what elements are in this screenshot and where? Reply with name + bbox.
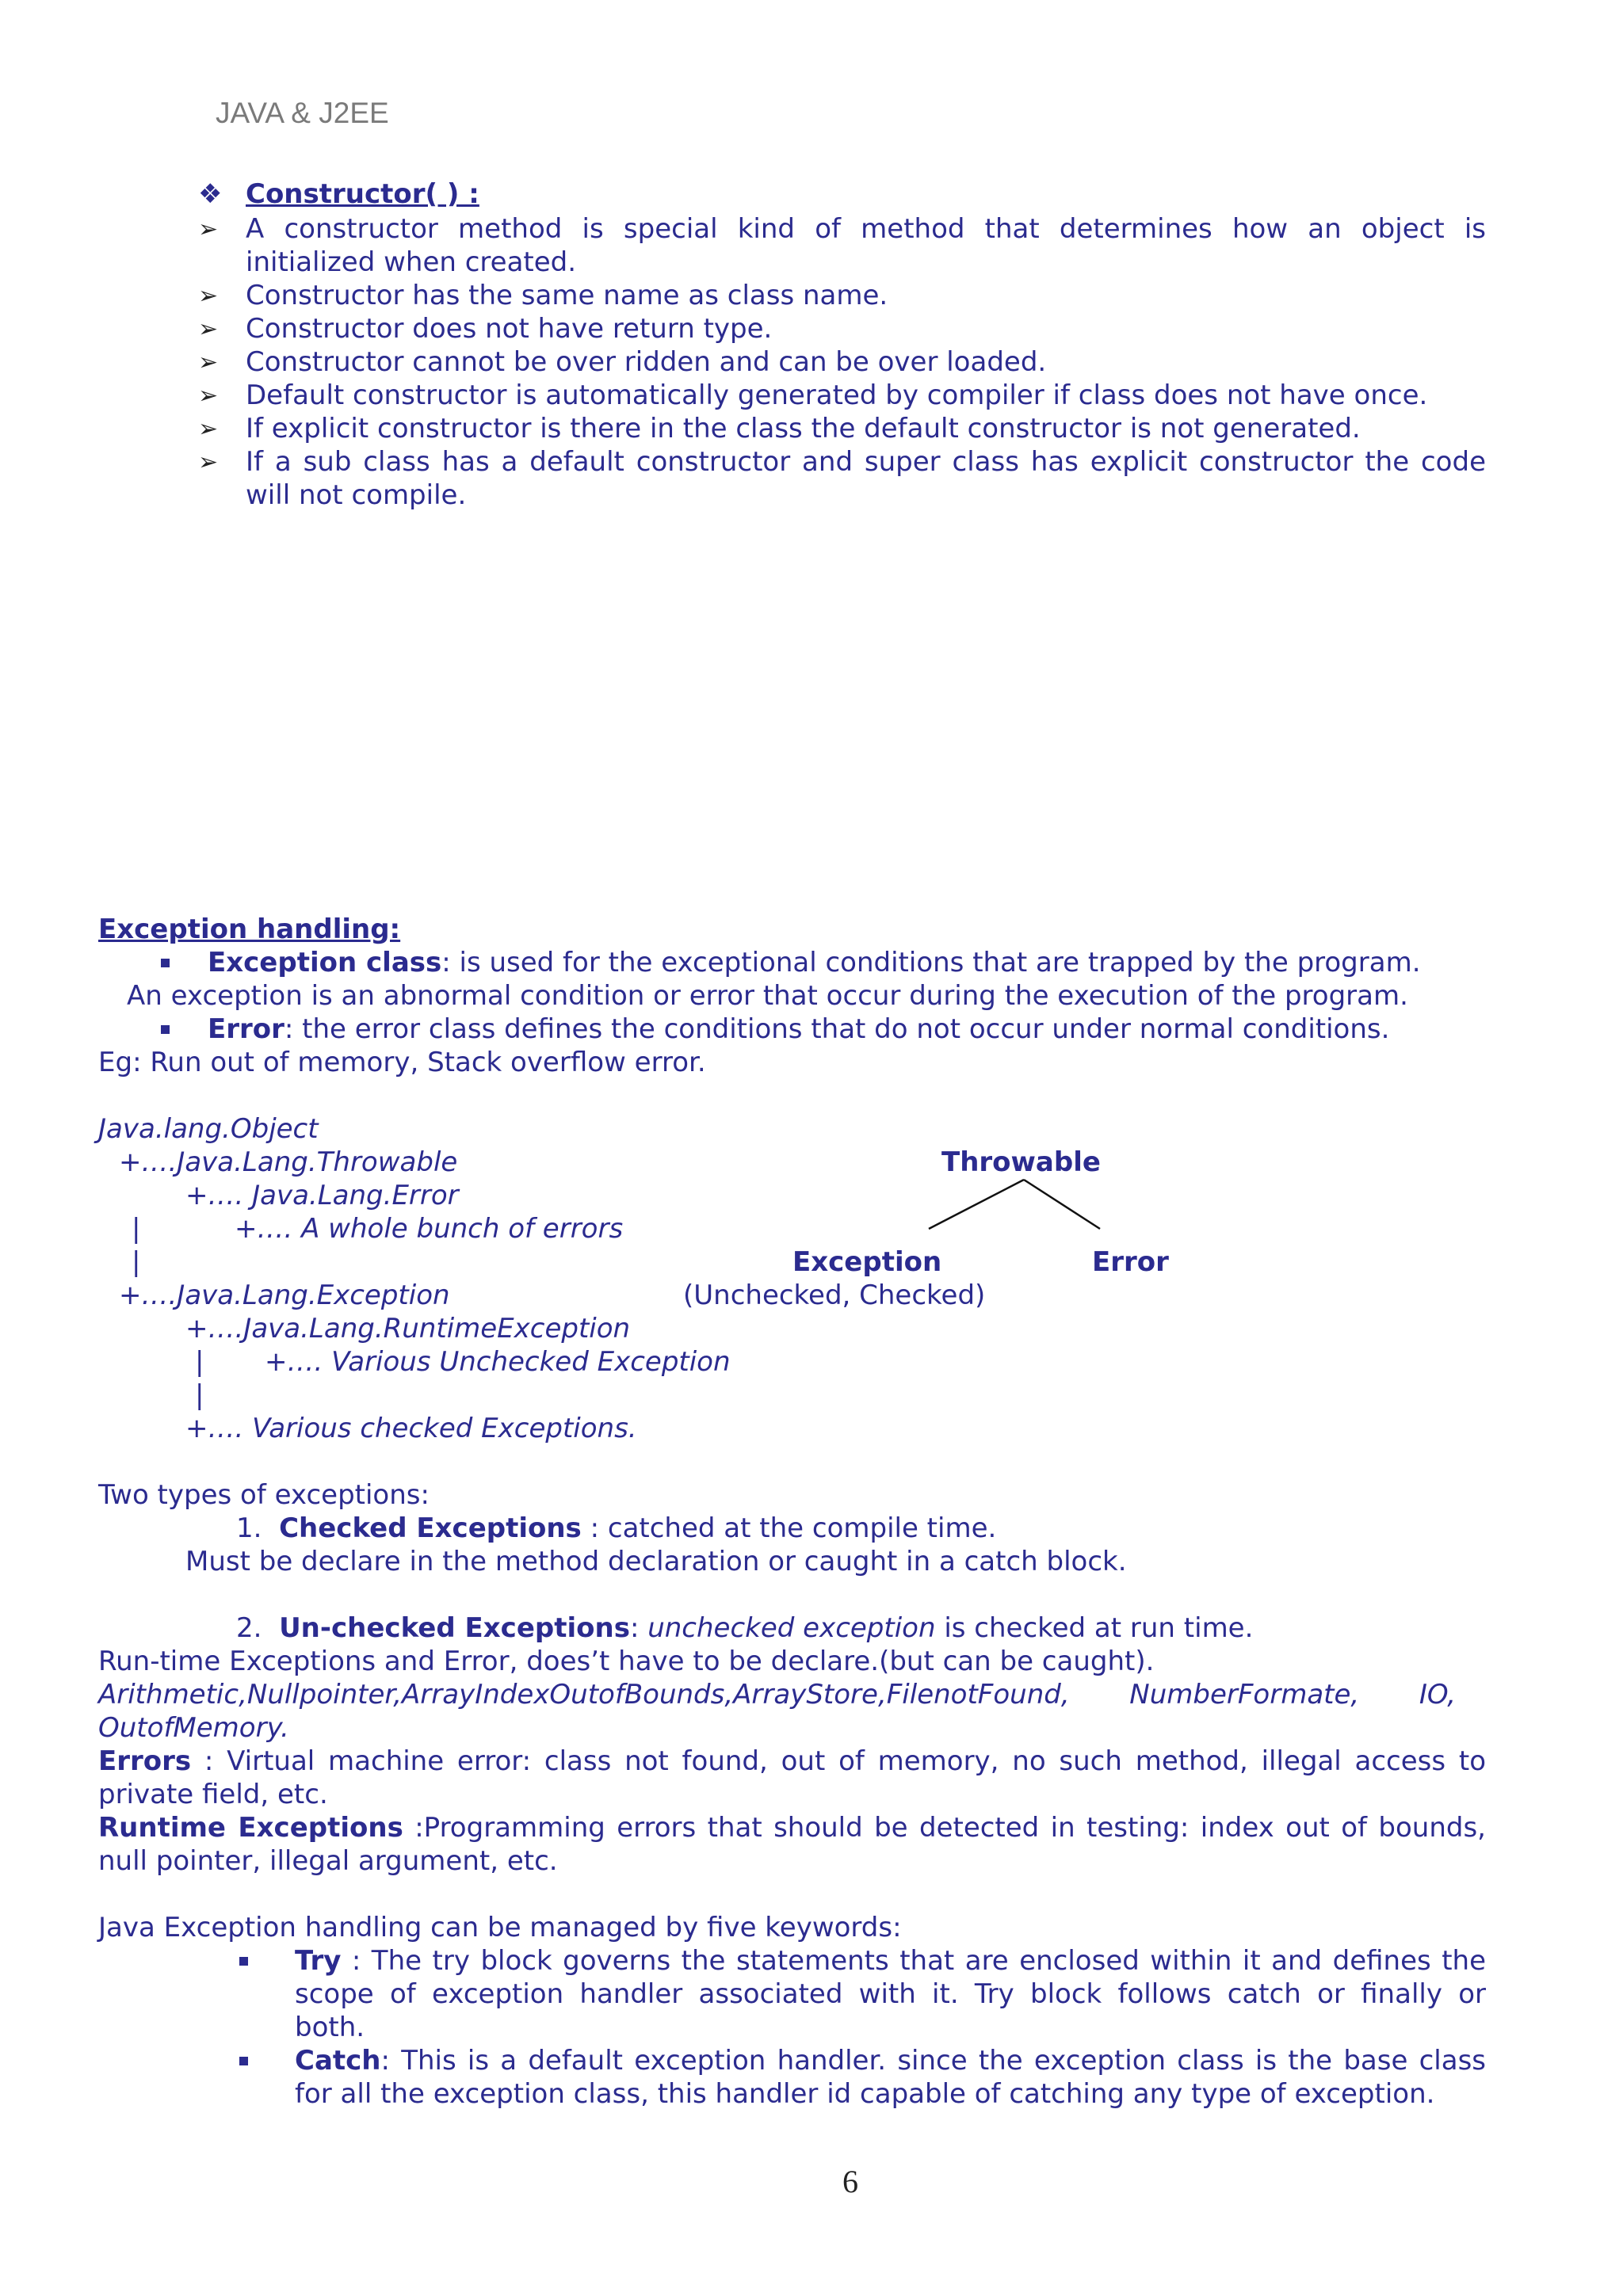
constructor-heading: Constructor( ) : bbox=[246, 178, 479, 210]
running-header: JAVA & J2EE bbox=[216, 97, 389, 129]
catch-text: : This is a default exception handler. since the exception class is the base class bbox=[380, 2045, 1486, 2077]
exception-heading: Exception handling: bbox=[98, 913, 401, 945]
examples-line: OutofMemory. bbox=[98, 1712, 289, 1744]
hierarchy-line: +….Java.Lang.Exception bbox=[119, 1280, 450, 1311]
square-bullet-icon bbox=[239, 2057, 248, 2065]
exception-class-label: Exception class bbox=[208, 947, 442, 978]
try-line-3: both. bbox=[295, 2012, 365, 2043]
arrow-bullet-icon: ➢ bbox=[198, 415, 219, 443]
unchecked-line bbox=[236, 1611, 1253, 1645]
error-text: : the error class defines the conditions that do not occur under normal conditions. bbox=[284, 1013, 1390, 1045]
constructor-line: A constructor method is special kind of method that determines how an object is bbox=[246, 213, 1486, 245]
square-bullet-icon bbox=[161, 1025, 170, 1034]
runtime-exceptions-text: :Programming errors that should be detected in testing: index out of bounds, bbox=[403, 1812, 1486, 1844]
errors-line bbox=[98, 1745, 1486, 1778]
tree-left: Exception bbox=[792, 1246, 942, 1278]
hierarchy-pipe: | bbox=[195, 1346, 204, 1378]
runtime-exceptions-label: Runtime Exceptions bbox=[98, 1812, 403, 1844]
constructor-line: Constructor has the same name as class name. bbox=[246, 280, 888, 311]
page-number: 6 bbox=[842, 2164, 858, 2199]
diamond-bullet-icon: ❖ bbox=[198, 178, 223, 210]
abnormal-line: An exception is an abnormal condition or error that occur during the execution of the program. bbox=[127, 980, 1408, 1012]
errors-text: : Virtual machine error: class not found, out of memory, no such method, illegal access to bbox=[191, 1745, 1486, 1777]
square-bullet-icon bbox=[239, 1957, 248, 1966]
runtime-exceptions-line bbox=[98, 1811, 1486, 1844]
arrow-bullet-icon: ➢ bbox=[198, 382, 219, 410]
checked-note: Must be declare in the method declaration or caught in a catch block. bbox=[185, 1546, 1127, 1577]
tree-right: Error bbox=[1092, 1246, 1169, 1278]
constructor-line: Constructor cannot be over ridden and can be over loaded. bbox=[246, 346, 1047, 378]
square-bullet-icon bbox=[161, 959, 170, 967]
constructor-line: Constructor does not have return type. bbox=[246, 313, 773, 345]
unchecked-number: 2. bbox=[236, 1612, 262, 1644]
runtime-exceptions-line-2: null pointer, illegal argument, etc. bbox=[98, 1845, 558, 1877]
checked-label: Checked Exceptions bbox=[279, 1512, 582, 1544]
arrow-bullet-icon: ➢ bbox=[198, 349, 219, 376]
errors-label: Errors bbox=[98, 1745, 192, 1777]
errors-line-2: private field, etc. bbox=[98, 1779, 328, 1810]
arrow-bullet-icon: ➢ bbox=[198, 215, 219, 243]
error-label: Error bbox=[208, 1013, 285, 1045]
hierarchy-line: Java.lang.Object bbox=[98, 1113, 319, 1145]
hierarchy-line: +…. Java.Lang.Error bbox=[185, 1180, 459, 1211]
hierarchy-line: +….Java.Lang.Throwable bbox=[119, 1146, 458, 1178]
catch-line bbox=[295, 2044, 1486, 2077]
runtime-line: Run-time Exceptions and Error, does’t have to be declare.(but can be caught). bbox=[98, 1646, 1155, 1677]
checked-number: 1. bbox=[236, 1512, 262, 1544]
arrow-bullet-icon: ➢ bbox=[198, 282, 219, 310]
tree-left-sub: (Unchecked, Checked) bbox=[683, 1280, 986, 1311]
try-line bbox=[295, 1944, 1486, 1978]
unchecked-text: is checked at run time. bbox=[935, 1612, 1254, 1644]
constructor-line: If explicit constructor is there in the class the default constructor is not generated. bbox=[246, 413, 1361, 444]
checked-text: : catched at the compile time. bbox=[581, 1512, 997, 1544]
catch-line-2: for all the exception class, this handler id capable of catching any type of exception. bbox=[295, 2078, 1435, 2110]
arrow-bullet-icon: ➢ bbox=[198, 315, 219, 343]
tree-branch-lines bbox=[919, 1177, 1109, 1232]
tree-root: Throwable bbox=[941, 1146, 1101, 1178]
try-label: Try bbox=[295, 1945, 342, 1977]
hierarchy-line: +….Java.Lang.RuntimeException bbox=[185, 1313, 631, 1344]
try-line-2: scope of exception handler associated with it. Try block follows catch or finally or bbox=[295, 1978, 1486, 2010]
hierarchy-line: +…. Various checked Exceptions. bbox=[185, 1413, 637, 1444]
keywords-intro: Java Exception handling can be managed by five keywords: bbox=[98, 1912, 902, 1943]
hierarchy-pipe: | bbox=[132, 1213, 141, 1245]
types-intro: Two types of exceptions: bbox=[98, 1479, 430, 1511]
try-text: : The try block governs the statements that are enclosed within it and defines the bbox=[341, 1945, 1486, 1977]
constructor-line: If a sub class has a default constructor and super class has explicit constructor the code bbox=[246, 446, 1486, 478]
constructor-line: Default constructor is automatically generated by compiler if class does not have once. bbox=[246, 379, 1428, 411]
exception-class-text: : is used for the exceptional conditions that are trapped by the program. bbox=[441, 947, 1421, 978]
catch-label: Catch bbox=[295, 2045, 381, 2077]
examples-line: Arithmetic,Nullpointer,ArrayIndexOutofBounds,ArrayStore,FilenotFound, NumberFormate, IO, bbox=[98, 1679, 1457, 1711]
hierarchy-line: +…. Various Unchecked Exception bbox=[265, 1346, 731, 1378]
unchecked-italic: unchecked exception bbox=[647, 1612, 936, 1644]
hierarchy-pipe: | bbox=[195, 1379, 204, 1411]
hierarchy-pipe: | bbox=[132, 1246, 141, 1278]
unchecked-label: Un-checked Exceptions bbox=[279, 1612, 630, 1644]
checked-line bbox=[236, 1512, 996, 1545]
constructor-line: will not compile. bbox=[246, 479, 467, 511]
example-line: Eg: Run out of memory, Stack overflow error. bbox=[98, 1047, 706, 1078]
error-line bbox=[208, 1013, 1389, 1046]
unchecked-colon: : bbox=[629, 1612, 648, 1644]
exception-class-line bbox=[208, 946, 1421, 979]
arrow-bullet-icon: ➢ bbox=[198, 448, 219, 476]
hierarchy-line: +…. A whole bunch of errors bbox=[235, 1213, 624, 1245]
constructor-line: initialized when created. bbox=[246, 246, 577, 278]
